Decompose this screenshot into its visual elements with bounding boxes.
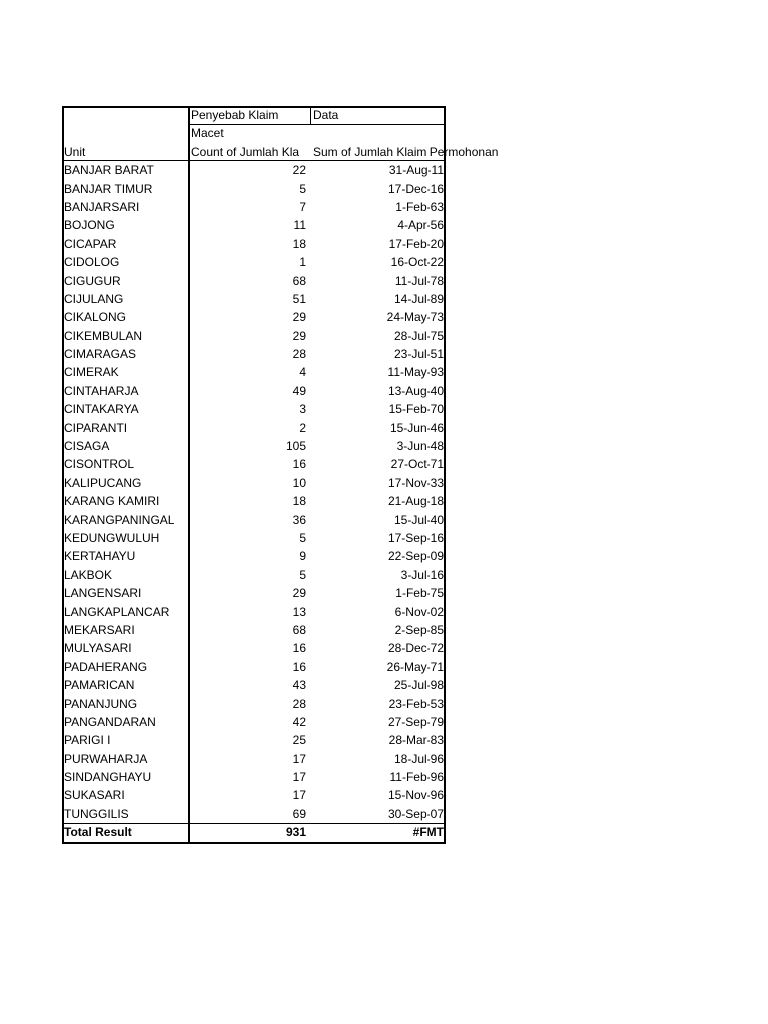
table-row — [62, 327, 446, 345]
sum-cell[interactable]: 27-Oct-71 — [390, 457, 444, 472]
unit-cell[interactable]: PANGANDARAN — [64, 714, 156, 729]
table-row — [62, 511, 446, 529]
count-cell[interactable]: 28 — [292, 696, 306, 711]
sum-cell[interactable]: 1-Feb-75 — [395, 586, 444, 601]
count-cell[interactable]: 28 — [292, 347, 306, 362]
table-row — [62, 676, 446, 694]
table-row — [62, 474, 446, 492]
table-row — [62, 382, 446, 400]
count-cell[interactable]: 29 — [292, 586, 306, 601]
unit-cell[interactable]: CINTAKARYA — [64, 402, 139, 417]
unit-cell[interactable]: PARIGI I — [64, 733, 111, 748]
count-cell[interactable]: 7 — [299, 199, 306, 214]
unit-cell[interactable]: BANJARSARI — [64, 199, 140, 214]
count-cell[interactable]: 36 — [292, 512, 306, 527]
sum-cell[interactable]: 2-Sep-85 — [394, 622, 444, 637]
sum-cell[interactable]: 3-Jul-16 — [400, 567, 444, 582]
table-row — [62, 272, 446, 290]
count-cell[interactable]: 22 — [292, 163, 306, 178]
empty-header-cell — [62, 106, 189, 124]
unit-cell[interactable]: CICAPAR — [64, 236, 117, 251]
sum-cell[interactable]: 23-Jul-51 — [393, 347, 444, 362]
unit-cell[interactable]: CIKEMBULAN — [64, 328, 143, 343]
pivot-header-row-1 — [62, 106, 446, 124]
sum-cell[interactable]: 27-Sep-79 — [387, 714, 444, 729]
table-row — [62, 603, 446, 621]
table-row — [62, 290, 446, 308]
count-cell[interactable]: 29 — [292, 310, 306, 325]
table-row — [62, 492, 446, 510]
sum-cell[interactable]: 22-Sep-09 — [387, 549, 444, 564]
sum-cell[interactable]: 28-Mar-83 — [388, 733, 444, 748]
count-cell[interactable]: 69 — [292, 806, 306, 821]
table-row — [62, 547, 446, 565]
sum-cell[interactable]: 13-Aug-40 — [387, 383, 444, 398]
table-row — [62, 253, 446, 271]
unit-cell[interactable]: SUKASARI — [64, 788, 125, 803]
count-column-header[interactable]: Count of Jumlah Kla — [191, 144, 300, 159]
sum-cell[interactable]: 17-Nov-33 — [387, 475, 444, 490]
unit-cell[interactable]: CISONTROL — [64, 457, 135, 472]
unit-cell[interactable]: CIGUGUR — [64, 273, 121, 288]
sum-cell[interactable]: 28-Jul-75 — [393, 328, 444, 343]
unit-cell[interactable]: SINDANGHAYU — [64, 770, 152, 785]
sum-cell[interactable]: 15-Jun-46 — [389, 420, 444, 435]
unit-cell[interactable]: PANANJUNG — [64, 696, 138, 711]
count-cell[interactable]: 43 — [292, 678, 306, 693]
sum-cell[interactable]: 4-Apr-56 — [397, 218, 444, 233]
table-row — [62, 695, 446, 713]
unit-cell[interactable]: MEKARSARI — [64, 622, 135, 637]
sum-cell[interactable]: 17-Sep-16 — [387, 530, 444, 545]
table-row — [62, 805, 446, 823]
table-row — [62, 345, 446, 363]
count-cell[interactable]: 51 — [292, 291, 306, 306]
unit-cell[interactable]: CIJULANG — [64, 291, 124, 306]
unit-cell[interactable]: KALIPUCANG — [64, 475, 142, 490]
unit-cell[interactable]: CIMARAGAS — [64, 347, 137, 362]
count-cell[interactable]: 2 — [299, 420, 306, 435]
data-field-label[interactable]: Data — [313, 108, 339, 122]
unit-cell[interactable]: PURWAHARJA — [64, 751, 148, 766]
sum-cell[interactable]: 16-Oct-22 — [390, 255, 444, 270]
total-count[interactable]: 931 — [285, 825, 306, 840]
count-cell[interactable]: 5 — [299, 530, 306, 545]
count-cell[interactable]: 16 — [292, 457, 306, 472]
table-row — [62, 180, 446, 198]
unit-cell[interactable]: KERTAHAYU — [64, 549, 136, 564]
count-cell[interactable]: 5 — [299, 567, 306, 582]
unit-cell[interactable]: CIKALONG — [64, 310, 127, 325]
unit-cell[interactable]: TUNGGILIS — [64, 806, 129, 821]
unit-cell[interactable]: PAMARICAN — [64, 678, 135, 693]
unit-cell[interactable]: LANGENSARI — [64, 586, 142, 601]
sum-cell[interactable]: 28-Dec-72 — [387, 641, 444, 656]
sum-cell[interactable]: 11-Jul-78 — [394, 273, 444, 288]
sum-cell[interactable]: 1-Feb-63 — [395, 199, 444, 214]
table-row — [62, 621, 446, 639]
sum-cell[interactable]: 15-Feb-70 — [388, 402, 444, 417]
sum-cell[interactable]: 26-May-71 — [386, 659, 444, 674]
unit-cell[interactable]: CINTAHARJA — [64, 383, 139, 398]
unit-cell[interactable]: CIDOLOG — [64, 255, 120, 270]
sum-cell[interactable]: 15-Jul-40 — [393, 512, 444, 527]
table-row — [62, 400, 446, 418]
table-row — [62, 216, 446, 234]
unit-cell[interactable]: CISAGA — [64, 439, 110, 454]
count-cell[interactable]: 18 — [292, 236, 306, 251]
count-cell[interactable]: 13 — [292, 604, 306, 619]
table-row — [62, 437, 446, 455]
sum-cell[interactable]: 23-Feb-53 — [388, 696, 444, 711]
pivot-header-row-3 — [62, 143, 499, 161]
sum-cell[interactable]: 21-Aug-18 — [387, 494, 444, 509]
count-cell[interactable]: 18 — [292, 494, 306, 509]
table-row — [62, 658, 446, 676]
table-row — [62, 235, 446, 253]
unit-cell[interactable]: LANGKAPLANCAR — [64, 604, 170, 619]
count-cell[interactable]: 9 — [299, 549, 306, 564]
unit-cell[interactable]: KEDUNGWULUH — [64, 530, 160, 545]
table-row — [62, 731, 446, 749]
unit-cell[interactable]: BANJAR TIMUR — [64, 181, 153, 196]
table-row — [62, 198, 446, 216]
pivot-body — [62, 161, 446, 823]
sum-cell[interactable]: 30-Sep-07 — [387, 806, 444, 821]
unit-cell[interactable]: CIPARANTI — [64, 420, 128, 435]
table-row — [62, 750, 446, 768]
filter-value[interactable]: Macet — [191, 126, 224, 141]
sum-cell[interactable]: 3-Jun-48 — [396, 439, 444, 454]
sum-cell[interactable]: 25-Jul-98 — [393, 678, 444, 693]
table-row — [62, 161, 446, 179]
unit-column-header[interactable]: Unit — [64, 144, 86, 159]
filter-field-label[interactable]: Penyebab Klaim — [191, 108, 279, 122]
count-cell[interactable]: 68 — [292, 622, 306, 637]
pivot-header-row-2 — [62, 124, 446, 142]
sum-cell[interactable]: 6-Nov-02 — [394, 604, 444, 619]
unit-cell[interactable]: KARANG KAMIRI — [64, 494, 160, 509]
sum-cell[interactable]: 31-Aug-11 — [388, 163, 444, 178]
sum-cell[interactable]: 11-Feb-96 — [389, 770, 444, 785]
unit-cell[interactable]: BOJONG — [64, 218, 115, 233]
total-label[interactable]: Total Result — [64, 825, 132, 840]
count-cell[interactable]: 105 — [285, 439, 306, 454]
pivot-table — [62, 106, 499, 842]
count-cell[interactable]: 17 — [292, 770, 306, 785]
table-row — [62, 419, 446, 437]
sum-cell[interactable]: 15-Nov-96 — [387, 788, 444, 803]
total-sum[interactable]: #FMT — [412, 825, 444, 840]
count-cell[interactable]: 5 — [299, 181, 306, 196]
count-cell[interactable]: 11 — [293, 218, 306, 233]
unit-cell[interactable]: KARANGPANINGAL — [64, 512, 175, 527]
table-row — [62, 363, 446, 381]
sum-column-header[interactable]: Sum of Jumlah Klaim Permohonan — [313, 144, 499, 159]
count-cell[interactable]: 25 — [292, 733, 306, 748]
sum-cell[interactable]: 11-May-93 — [387, 365, 444, 380]
table-row — [62, 529, 446, 547]
count-cell[interactable]: 3 — [299, 402, 306, 417]
sum-cell[interactable]: 17-Dec-16 — [387, 181, 444, 196]
unit-cell[interactable]: CIMERAK — [64, 365, 119, 380]
sum-cell[interactable]: 24-May-73 — [386, 310, 444, 325]
count-cell[interactable]: 68 — [292, 273, 306, 288]
count-cell[interactable]: 42 — [292, 714, 306, 729]
unit-cell[interactable]: MULYASARI — [64, 641, 132, 656]
table-row — [62, 455, 446, 473]
count-cell[interactable]: 49 — [292, 383, 306, 398]
total-row — [62, 823, 446, 841]
table-row — [62, 768, 446, 786]
table-row — [62, 308, 446, 326]
count-cell[interactable]: 4 — [299, 365, 306, 380]
sum-cell[interactable]: 18-Jul-96 — [393, 751, 444, 766]
table-row — [62, 786, 446, 804]
count-cell[interactable]: 16 — [292, 659, 306, 674]
unit-cell[interactable]: PADAHERANG — [64, 659, 148, 674]
sum-cell[interactable]: 14-Jul-89 — [393, 291, 444, 306]
table-row — [62, 584, 446, 602]
count-cell[interactable]: 17 — [292, 751, 306, 766]
count-cell[interactable]: 29 — [292, 328, 306, 343]
sum-cell[interactable]: 17-Feb-20 — [388, 236, 444, 251]
table-row — [62, 639, 446, 657]
table-row — [62, 713, 446, 731]
empty-header-cell — [62, 124, 189, 142]
unit-cell[interactable]: BANJAR BARAT — [64, 163, 154, 178]
count-cell[interactable]: 17 — [292, 788, 306, 803]
table-row — [62, 566, 446, 584]
count-cell[interactable]: 16 — [292, 641, 306, 656]
count-cell[interactable]: 10 — [292, 475, 306, 490]
unit-cell[interactable]: LAKBOK — [64, 567, 113, 582]
count-cell[interactable]: 1 — [299, 255, 306, 270]
